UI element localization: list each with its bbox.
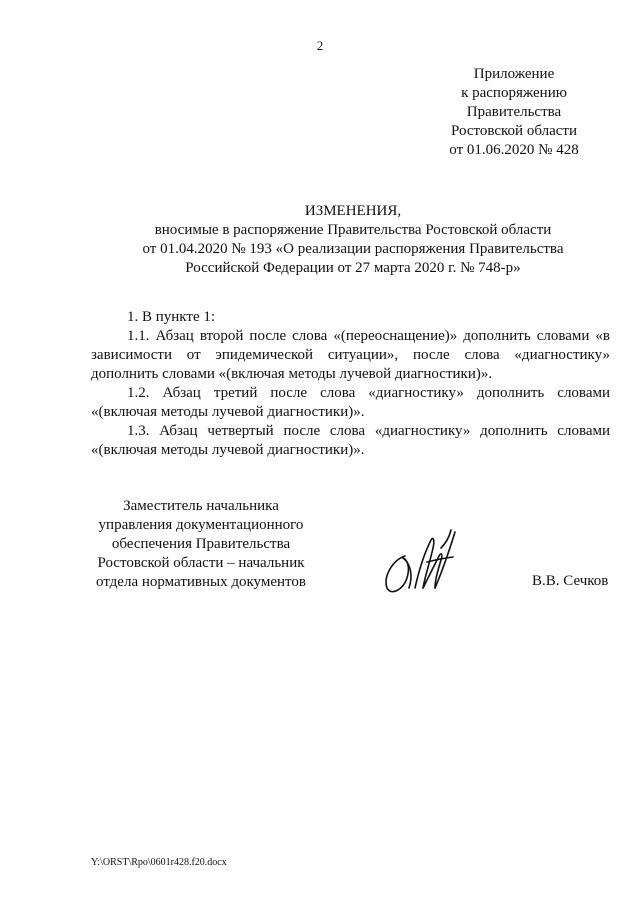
title-heading: ИЗМЕНЕНИЯ, — [304, 203, 402, 219]
appendix-line: Приложение — [473, 66, 555, 82]
appendix-line: Ростовской области — [451, 123, 577, 139]
signer-title — [91, 497, 311, 592]
paragraph-item-1-3: 1.3. Абзац четвертый после слова «диагностику» дополнить словами «(включая методы лучевой диагностики)». — [91, 423, 610, 458]
title-line: от 01.04.2020 № 193 «О реализации распоряжения Правительства — [142, 241, 564, 257]
signature-icon — [375, 518, 475, 598]
signer-title-line: Заместитель начальника — [123, 498, 279, 514]
signer-title-line: обеспечения Правительства — [111, 536, 291, 552]
document-title — [96, 202, 610, 278]
handwritten-signature — [375, 518, 475, 598]
signer-title-line: управления документационного — [98, 517, 304, 533]
appendix-line: от 01.06.2020 № 428 — [449, 142, 579, 158]
paragraph-item-1-1: 1.1. Абзац второй после слова «(переоснащение)» дополнить словами «в зависимости от эпидемической ситуации», после слова «диагностику» дополнить словами «(включая методы лучевой диагностики)». — [91, 328, 610, 382]
appendix-line: Правительства — [466, 104, 562, 120]
appendix-block — [446, 65, 582, 160]
appendix-line: к распоряжению — [461, 85, 567, 101]
signer-title-line: Ростовской области – начальник — [97, 555, 305, 571]
paragraph-item-1-2: 1.2. Абзац третий после слова «диагностику» дополнить словами «(включая методы лучевой диагностики)». — [91, 385, 610, 420]
signer-title-line: отдела нормативных документов — [96, 574, 306, 590]
paragraph-item-1: 1. В пункте 1: — [127, 309, 216, 325]
signer-name: В.В. Сечков — [532, 573, 609, 589]
page-number: 2 — [316, 38, 324, 53]
title-line: Российской Федерации от 27 марта 2020 г. № 748-р» — [185, 260, 521, 276]
file-path-footer: Y:\ORST\Rpo\0601r428.f20.docx — [91, 857, 227, 868]
title-line: вносимые в распоряжение Правительства Ростовской области — [154, 222, 552, 238]
document-body — [91, 308, 610, 460]
